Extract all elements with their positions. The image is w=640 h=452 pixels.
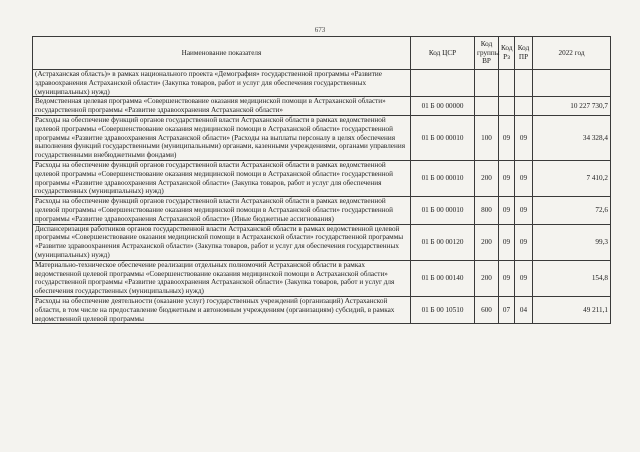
table-row xyxy=(33,97,611,116)
row-amount: 7 410,2 xyxy=(533,160,611,196)
row-rz: 07 xyxy=(499,296,515,323)
header-year: 2022 год xyxy=(533,37,611,70)
row-csr: 01 Б 00 00010 xyxy=(411,197,475,224)
row-csr: 01 Б 00 00000 xyxy=(411,97,475,116)
row-name: Материально-техническое обеспечение реализации отдельных полномочий Астраханской области в рамках ведомственной целевой программы «Совершенствование оказания медицинской помощи в Астраханской области» государственной программы «Развитие здравоохранения Астраханской области» (Закупка товаров, работ и услуг для обеспечения государственных (муниципальных) нужд) xyxy=(33,260,411,296)
row-name: Ведомственная целевая программа «Совершенствование оказания медицинской помощи в Астраханской области» государственной программы «Развитие здравоохранения Астраханской области» xyxy=(33,97,411,116)
row-csr: 01 Б 00 10510 xyxy=(411,296,475,323)
row-amount: 99,3 xyxy=(533,224,611,260)
row-csr: 01 Б 00 00010 xyxy=(411,160,475,196)
row-amount: 72,6 xyxy=(533,197,611,224)
row-amount: 154,8 xyxy=(533,260,611,296)
row-vr: 800 xyxy=(475,197,499,224)
row-amount: 49 211,1 xyxy=(533,296,611,323)
row-rz: 09 xyxy=(499,115,515,160)
row-name: Расходы на обеспечение функций органов государственной власти Астраханской области в рамках ведомственной целевой программы «Совершенствование оказания медицинской помощи в Астраханской области» государственной программы «Развитие здравоохранения Астраханской области» (Расходы на выплаты персоналу в целях обеспечения выполнения функций государственными (муниципальными) органами, казенными учреждениями, органами управления государственными внебюджетными фондами) xyxy=(33,115,411,160)
row-pr: 09 xyxy=(515,260,533,296)
row-csr: 01 Б 00 00140 xyxy=(411,260,475,296)
row-name: Расходы на обеспечение функций органов государственной власти Астраханской области в рамках ведомственной целевой программы «Совершенствование оказания медицинской помощи в Астраханской области» государственной программы «Развитие здравоохранения Астраханской области» (Иные бюджетные ассигнования) xyxy=(33,197,411,224)
row-pr: 09 xyxy=(515,160,533,196)
row-csr: 01 Б 00 00010 xyxy=(411,115,475,160)
row-name: Расходы на обеспечение функций органов государственной власти Астраханской области в рамках ведомственной целевой программы «Совершенствование оказания медицинской помощи в Астраханской области» государственной программы «Развитие здравоохранения Астраханской области» (Закупка товаров, работ и услуг для обеспечения государственных (муниципальных) нужд) xyxy=(33,160,411,196)
table-row xyxy=(33,160,611,196)
row-pr: 04 xyxy=(515,296,533,323)
budget-table xyxy=(32,36,611,324)
table-row xyxy=(33,260,611,296)
row-amount: 34 328,4 xyxy=(533,115,611,160)
row-csr: 01 Б 00 00120 xyxy=(411,224,475,260)
header-rz: Код Рз xyxy=(499,37,515,70)
row-vr: 200 xyxy=(475,224,499,260)
row-csr xyxy=(411,70,475,97)
table-row xyxy=(33,70,611,97)
row-pr: 09 xyxy=(515,115,533,160)
table-header-row xyxy=(33,37,611,70)
table-row xyxy=(33,224,611,260)
row-rz: 09 xyxy=(499,224,515,260)
row-vr: 600 xyxy=(475,296,499,323)
row-vr xyxy=(475,70,499,97)
table-row xyxy=(33,296,611,323)
table-row xyxy=(33,197,611,224)
row-pr: 09 xyxy=(515,224,533,260)
header-pr: Код ПР xyxy=(515,37,533,70)
row-pr xyxy=(515,97,533,116)
row-vr: 200 xyxy=(475,160,499,196)
row-name: Диспансеризация работников органов государственной власти Астраханской области в рамках ведомственной целевой программы «Совершенствование оказания медицинской помощи в Астраханской области» государственной программы «Развитие здравоохранения Астраханской области» (Закупка товаров, работ и услуг для обеспечения государственных (муниципальных) нужд) xyxy=(33,224,411,260)
row-rz: 09 xyxy=(499,160,515,196)
row-amount: 10 227 730,7 xyxy=(533,97,611,116)
row-name: (Астраханская область)» в рамках национального проекта «Демография» государственной программы «Развитие здравоохранения Астраханской области» (Закупка товаров, работ и услуг для обеспечения государственных (муниципальных) нужд) xyxy=(33,70,411,97)
row-pr xyxy=(515,70,533,97)
row-vr: 200 xyxy=(475,260,499,296)
row-rz: 09 xyxy=(499,260,515,296)
row-vr xyxy=(475,97,499,116)
row-vr: 100 xyxy=(475,115,499,160)
row-name: Расходы на обеспечение деятельности (оказание услуг) государственных учреждений (организаций) Астраханской области, в том числе на предоставление бюджетным и автономным учреждениям (организациям) субсидий, в рамках ведомственной целевой программы xyxy=(33,296,411,323)
row-pr: 09 xyxy=(515,197,533,224)
header-name: Наименование показателя xyxy=(33,37,411,70)
row-rz xyxy=(499,97,515,116)
header-csr: Код ЦСР xyxy=(411,37,475,70)
header-vr: Код группы ВР xyxy=(475,37,499,70)
row-amount xyxy=(533,70,611,97)
row-rz: 09 xyxy=(499,197,515,224)
row-rz xyxy=(499,70,515,97)
page-number: 673 xyxy=(314,26,326,34)
table-row xyxy=(33,115,611,160)
